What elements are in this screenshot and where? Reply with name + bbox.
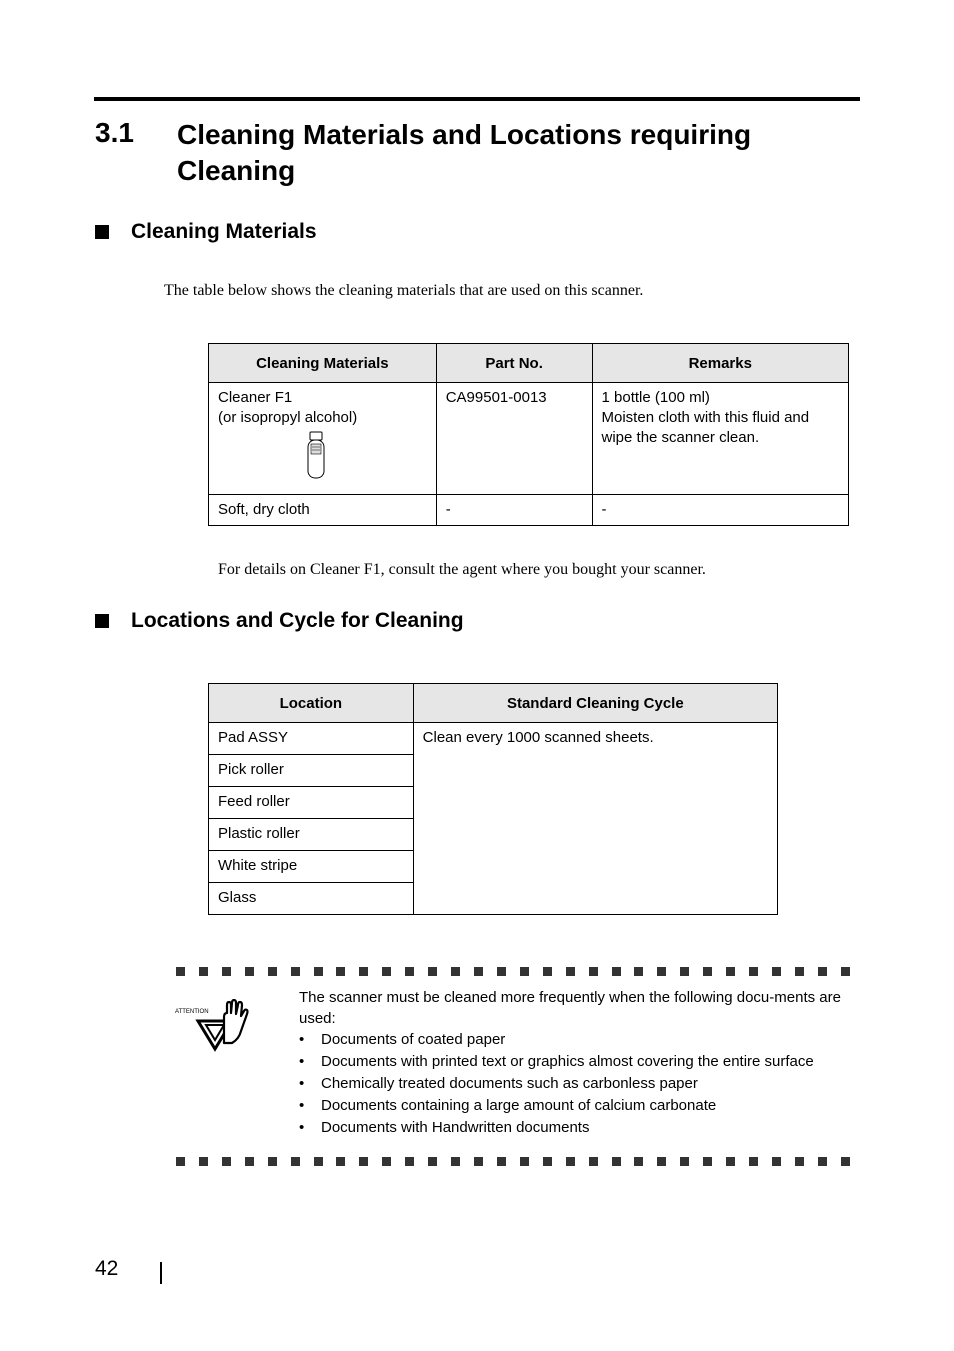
dash-square bbox=[268, 967, 277, 976]
dash-square bbox=[795, 967, 804, 976]
dash-square bbox=[543, 967, 552, 976]
table-row bbox=[209, 495, 849, 526]
square-bullet-icon bbox=[95, 614, 109, 628]
dash-square bbox=[314, 967, 323, 976]
location-cell: Plastic roller bbox=[209, 819, 414, 851]
table-row bbox=[209, 383, 849, 495]
attention-icon bbox=[174, 999, 254, 1053]
page-number: 42 bbox=[95, 1257, 119, 1280]
dash-square bbox=[222, 967, 231, 976]
location-cell: Glass bbox=[209, 883, 414, 915]
dash-square bbox=[703, 967, 712, 976]
remarks-cell: - bbox=[592, 495, 848, 526]
dash-square bbox=[497, 967, 506, 976]
dash-square bbox=[543, 1157, 552, 1166]
column-header: Cleaning Materials bbox=[209, 344, 437, 383]
list-item: • Documents of coated paper bbox=[299, 1029, 859, 1051]
dash-square bbox=[291, 1157, 300, 1166]
locations-table bbox=[208, 683, 778, 915]
dash-square bbox=[634, 967, 643, 976]
dash-square bbox=[680, 967, 689, 976]
dash-square bbox=[451, 1157, 460, 1166]
dash-square bbox=[612, 1157, 621, 1166]
dash-square bbox=[176, 967, 185, 976]
top-rule bbox=[94, 97, 860, 101]
dash-square bbox=[589, 1157, 598, 1166]
remarks-instructions: Moisten cloth with this fluid and wipe the scanner clean. bbox=[601, 409, 810, 446]
material-cell: Soft, dry cloth bbox=[209, 495, 437, 526]
attention-hand-icon bbox=[194, 999, 250, 1053]
dash-square bbox=[841, 967, 850, 976]
material-note: (or isopropyl alcohol) bbox=[218, 409, 358, 426]
dash-square bbox=[726, 1157, 735, 1166]
dash-square bbox=[749, 967, 758, 976]
dash-square bbox=[634, 1157, 643, 1166]
dash-square bbox=[405, 1157, 414, 1166]
remarks-quantity: 1 bottle (100 ml) bbox=[601, 389, 710, 406]
dash-square bbox=[291, 967, 300, 976]
cycle-cell: Clean every 1000 scanned sheets. bbox=[413, 723, 777, 915]
dash-square bbox=[680, 1157, 689, 1166]
attention-list bbox=[299, 1029, 859, 1139]
part-no-cell: CA99501-0013 bbox=[436, 383, 592, 495]
dash-square bbox=[657, 967, 666, 976]
dash-square bbox=[612, 967, 621, 976]
dash-square bbox=[222, 1157, 231, 1166]
dash-square bbox=[382, 1157, 391, 1166]
dash-square bbox=[451, 967, 460, 976]
location-cell: Pick roller bbox=[209, 755, 414, 787]
dash-square bbox=[657, 1157, 666, 1166]
table-row bbox=[209, 723, 778, 755]
dash-square bbox=[382, 967, 391, 976]
dash-square bbox=[474, 967, 483, 976]
cleaning-materials-heading-text: Cleaning Materials bbox=[131, 220, 317, 243]
dash-square bbox=[841, 1157, 850, 1166]
location-cell: Feed roller bbox=[209, 787, 414, 819]
material-name: Cleaner F1 bbox=[218, 389, 293, 406]
cleaner-note: For details on Cleaner F1, consult the agent where you bought your scanner. bbox=[218, 561, 706, 578]
dash-square bbox=[176, 1157, 185, 1166]
table-header-row bbox=[209, 344, 849, 383]
dash-square bbox=[268, 1157, 277, 1166]
dash-square bbox=[336, 967, 345, 976]
column-header: Standard Cleaning Cycle bbox=[413, 684, 777, 723]
dash-square bbox=[566, 967, 575, 976]
dash-square bbox=[818, 967, 827, 976]
column-header: Remarks bbox=[592, 344, 848, 383]
dash-square bbox=[772, 967, 781, 976]
location-cell: White stripe bbox=[209, 851, 414, 883]
list-item: • Documents with printed text or graphics almost covering the entire surface bbox=[299, 1051, 859, 1073]
dash-square bbox=[520, 967, 529, 976]
locations-heading-text: Locations and Cycle for Cleaning bbox=[131, 609, 464, 632]
attention-content bbox=[299, 987, 859, 1139]
list-item: • Documents containing a large amount of calcium carbonate bbox=[299, 1095, 859, 1117]
dash-square bbox=[359, 1157, 368, 1166]
section-number: 3.1 bbox=[95, 117, 134, 148]
remarks-cell bbox=[592, 383, 848, 495]
column-header: Part No. bbox=[436, 344, 592, 383]
material-cell bbox=[209, 383, 437, 495]
materials-intro: The table below shows the cleaning materials that are used on this scanner. bbox=[164, 282, 644, 299]
dash-square bbox=[428, 967, 437, 976]
dash-square bbox=[245, 967, 254, 976]
dash-square bbox=[703, 1157, 712, 1166]
dash-square bbox=[726, 967, 735, 976]
dash-square bbox=[772, 1157, 781, 1166]
dash-square bbox=[589, 967, 598, 976]
dash-square bbox=[199, 1157, 208, 1166]
dash-square bbox=[818, 1157, 827, 1166]
cleaning-materials-table bbox=[208, 343, 849, 526]
dash-square bbox=[474, 1157, 483, 1166]
list-item: • Documents with Handwritten documents bbox=[299, 1117, 859, 1139]
dash-square bbox=[795, 1157, 804, 1166]
attention-icon-label: ATTENTION bbox=[175, 1009, 209, 1015]
page-number-divider bbox=[160, 1262, 162, 1284]
dash-square bbox=[566, 1157, 575, 1166]
dash-square bbox=[428, 1157, 437, 1166]
dash-square bbox=[336, 1157, 345, 1166]
list-item: • Chemically treated documents such as carbonless paper bbox=[299, 1073, 859, 1095]
dash-square bbox=[199, 967, 208, 976]
location-cell: Pad ASSY bbox=[209, 723, 414, 755]
dash-square bbox=[405, 967, 414, 976]
attention-intro: The scanner must be cleaned more frequently when the following docu-ments are used: bbox=[299, 989, 841, 1027]
locations-heading bbox=[95, 609, 464, 633]
attention-bottom-border bbox=[176, 1157, 850, 1166]
dash-square bbox=[497, 1157, 506, 1166]
dash-square bbox=[359, 967, 368, 976]
dash-square bbox=[520, 1157, 529, 1166]
table-header-row bbox=[209, 684, 778, 723]
cleaning-materials-heading bbox=[95, 220, 317, 244]
section-title: Cleaning Materials and Locations requiring Cleaning bbox=[177, 119, 752, 186]
dash-square bbox=[749, 1157, 758, 1166]
cleaner-bottle-icon bbox=[302, 430, 330, 482]
square-bullet-icon bbox=[95, 225, 109, 239]
column-header: Location bbox=[209, 684, 414, 723]
attention-top-border bbox=[176, 967, 850, 976]
dash-square bbox=[314, 1157, 323, 1166]
part-no-cell: - bbox=[436, 495, 592, 526]
dash-square bbox=[245, 1157, 254, 1166]
